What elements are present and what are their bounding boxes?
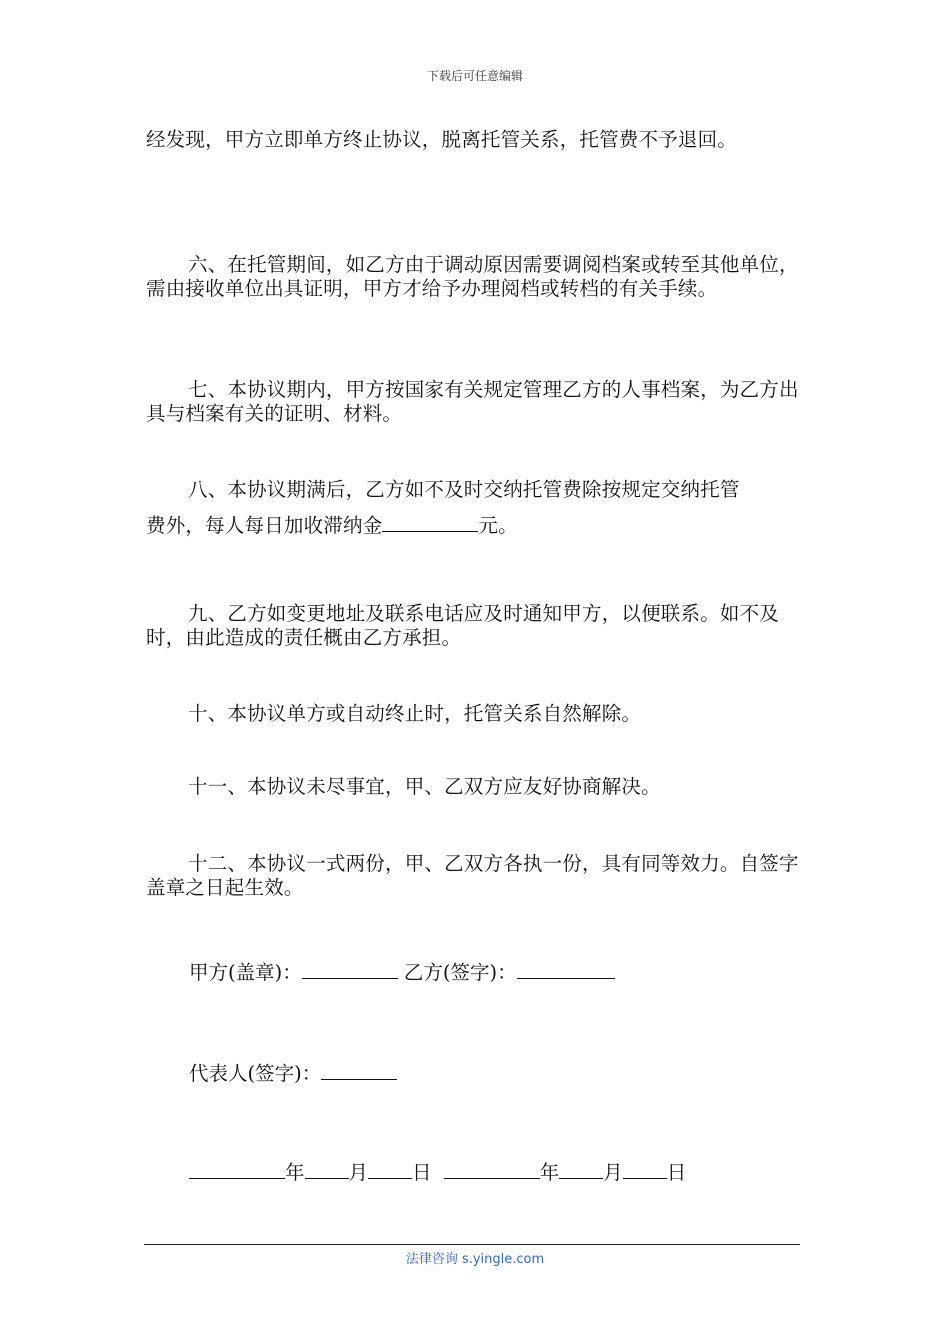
date-a-year: 年 [285,1161,305,1184]
clause-8-line-2 [146,513,808,538]
clause-10: 十、本协议单方或自动终止时，托管关系自然解除。 [188,702,642,725]
date-a-year-blank[interactable] [189,1160,285,1179]
clause-8-line-1: 八、本协议期满后，乙方如不及时交纳托管费除按规定交纳托管 [188,478,740,501]
representative-label: 代表人(签字)： [189,1062,322,1085]
clause-11: 十一、本协议未尽事宜，甲、乙双方应友好协商解决。 [188,775,661,798]
party-a-blank[interactable] [302,960,398,979]
clause-9: 九、乙方如变更地址及联系电话应及时通知甲方，以便联系。如不及时，由此造成的责任概由乙方承担。 [146,602,780,649]
footer-link[interactable]: 法律咨询 s.yingle.com [405,1252,545,1267]
date-b-day-blank[interactable] [623,1160,667,1179]
clause-8-text: 费外，每人每日加收滞纳金 [146,514,383,537]
clause-6: 六、在托管期间，如乙方由于调动原因需要调阅档案或转至其他单位，需由接收单位出具证明，甲方才给予办理阅档或转档的有关手续。 [146,253,799,300]
date-a-month-blank[interactable] [305,1160,349,1179]
date-b-year-blank[interactable] [444,1160,540,1179]
clause-7: 七、本协议期内，甲方按国家有关规定管理乙方的人事档案，为乙方出具与档案有关的证明、材料。 [146,378,799,425]
footer-divider [144,1244,800,1245]
date-line [189,1160,686,1185]
header-note: 下载后可任意编辑 [426,69,523,83]
signature-parties-line [189,960,615,985]
date-b-month-blank[interactable] [559,1160,603,1179]
party-b-blank[interactable] [517,960,615,979]
date-a-day-blank[interactable] [368,1160,412,1179]
representative-line [189,1061,397,1086]
date-b-month: 月 [603,1161,623,1184]
paragraph-continuation: 经发现，甲方立即单方终止协议，脱离托管关系，托管费不予退回。 [146,128,738,151]
party-b-label: 乙方(签字)： [403,961,517,984]
date-a-month: 月 [348,1161,369,1184]
clause-8-unit: 元。 [478,514,518,537]
party-a-label: 甲方(盖章)： [189,961,302,984]
late-fee-blank[interactable] [382,513,478,532]
date-a-day: 日 [412,1161,432,1184]
representative-blank[interactable] [321,1061,397,1080]
date-b-year: 年 [539,1161,560,1184]
clause-12: 十二、本协议一式两份，甲、乙双方各执一份，具有同等效力。自签字盖章之日起生效。 [146,852,799,899]
date-b-day: 日 [666,1161,687,1184]
